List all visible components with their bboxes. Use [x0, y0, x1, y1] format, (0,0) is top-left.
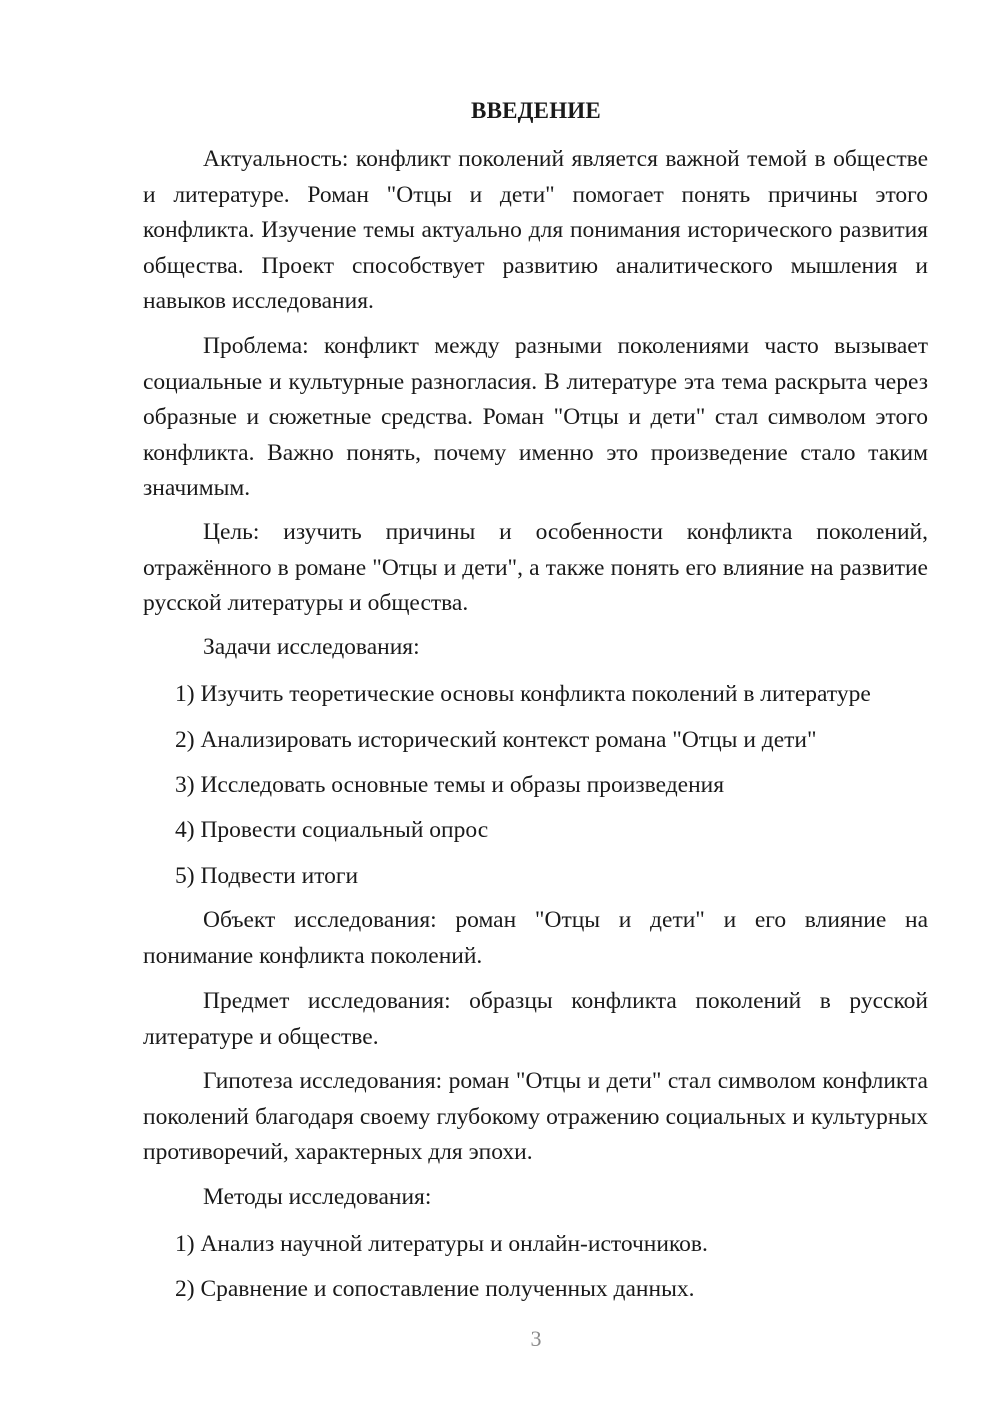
task-item-1: 1) Изучить теоретические основы конфликта поколений в литературе: [175, 681, 871, 707]
paragraph-relevance: Актуальность: конфликт поколений является важной темой в обществе и литературе. Роман "Отцы и дети" помогает понять причины этого конфликта. Изучение темы актуально для понимания исторического развития общества. Проект способствует развитию аналитического мышления и навыков исследования.: [143, 146, 928, 314]
section-title: ВВЕДЕНИЕ: [471, 98, 601, 123]
method-item-2: 2) Сравнение и сопоставление полученных данных.: [175, 1276, 695, 1302]
page-number: 3: [530, 1326, 542, 1351]
methods-heading: Методы исследования:: [203, 1184, 432, 1210]
task-item-2: 2) Анализировать исторический контекст романа "Отцы и дети": [175, 727, 817, 753]
paragraph-subject: Предмет исследования: образцы конфликта поколений в русской литературе и обществе.: [143, 988, 928, 1050]
paragraph-problem: Проблема: конфликт между разными поколениями часто вызывает социальные и культурные разногласия. В литературе эта тема раскрыта через образные и сюжетные средства. Роман "Отцы и дети" стал символом этого конфликта. Важно понять, почему именно это произведение стало таким значимым.: [143, 333, 928, 501]
task-item-4: 4) Провести социальный опрос: [175, 817, 489, 843]
method-item-1: 1) Анализ научной литературы и онлайн-источников.: [175, 1231, 708, 1257]
task-item-5: 5) Подвести итоги: [175, 863, 359, 889]
tasks-heading: Задачи исследования:: [203, 634, 420, 660]
paragraph-goal: Цель: изучить причины и особенности конфликта поколений, отражённого в романе "Отцы и дети", а также понять его влияние на развитие русской литературы и общества.: [143, 519, 928, 616]
task-item-3: 3) Исследовать основные темы и образы произведения: [175, 772, 725, 798]
paragraph-object: Объект исследования: роман "Отцы и дети" и его влияние на понимание конфликта поколений.: [143, 907, 928, 969]
paragraph-hypothesis: Гипотеза исследования: роман "Отцы и дети" стал символом конфликта поколений благодаря своему глубокому отражению социальных и культурных противоречий, характерных для эпохи.: [143, 1068, 928, 1165]
